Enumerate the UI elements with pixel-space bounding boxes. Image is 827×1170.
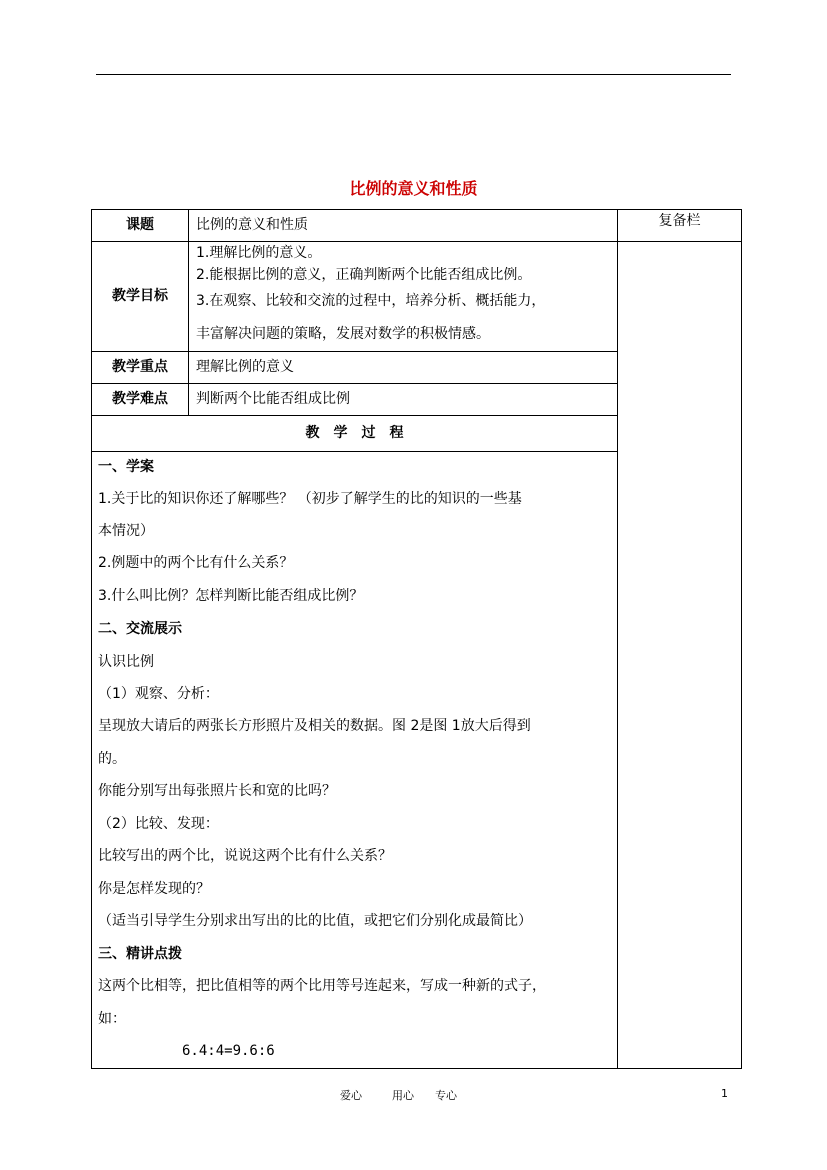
key-label: 教学重点 (112, 359, 168, 375)
footer-word: 用心 (392, 1089, 414, 1102)
table-border-left (91, 209, 92, 1069)
body-line: 3.什么叫比例？怎样判断比能否组成比例？ (98, 588, 364, 604)
goal-line: 2.能根据比例的意义，正确判断两个比能否组成比例。 (196, 267, 532, 283)
body-line: （1）观察、分析： (98, 686, 219, 702)
key-value: 理解比例的意义 (196, 359, 294, 375)
difficulty-label: 教学难点 (112, 391, 168, 407)
table-border-bottom (91, 1068, 742, 1069)
table-border-right (741, 209, 742, 1069)
body-line: 如： (98, 1011, 126, 1027)
body-line: 本情况） (98, 523, 154, 539)
difficulty-value: 判断两个比能否组成比例 (196, 391, 350, 407)
document-title: 比例的意义和性质 (349, 179, 478, 198)
table-line-key (91, 383, 618, 384)
section-heading: 三、精讲点拨 (98, 946, 182, 962)
body-line: 比较写出的两个比，说说这两个比有什么关系？ (98, 848, 392, 864)
body-line: 认识比例 (98, 654, 154, 670)
table-side-divider (617, 209, 618, 1069)
body-line: 这两个比相等，把比值相等的两个比用等号连起来，写成一种新的式子， (98, 978, 546, 994)
header-rule (96, 74, 731, 75)
ratio-equation: 6.4:4=9.6:6 (182, 1043, 275, 1059)
body-line: 的。 (98, 751, 126, 767)
body-line: 2.例题中的两个比有什么关系？ (98, 555, 294, 571)
body-line: 呈现放大请后的两张长方形照片及相关的数据。图 2是图 1放大后得到 (98, 718, 531, 734)
side-header: 复备栏 (658, 213, 701, 229)
table-line-goals (91, 351, 618, 352)
footer-word: 专心 (435, 1089, 457, 1102)
process-header: 教 学 过 程 (305, 425, 404, 441)
footer-word: 爱心 (340, 1089, 362, 1102)
topic-value: 比例的意义和性质 (196, 217, 308, 233)
page-number: 1 (721, 1087, 728, 1100)
table-line-difficulty (91, 415, 618, 416)
table-line-process (91, 451, 618, 452)
body-line: （2）比较、发现： (98, 816, 219, 832)
body-line: 你是怎样发现的？ (98, 881, 210, 897)
goal-line: 3.在观察、比较和交流的过程中，培养分析、概括能力， (196, 293, 546, 309)
body-line: 你能分别写出每张照片长和宽的比吗？ (98, 783, 336, 799)
section-heading: 一、学案 (98, 459, 154, 475)
goal-line: 丰富解决问题的策略，发展对数学的积极情感。 (196, 326, 490, 342)
body-line: （适当引导学生分别求出写出的比的比值，或把它们分别化成最简比） (98, 913, 532, 929)
section-heading: 二、交流展示 (98, 621, 182, 637)
goal-line: 1.理解比例的意义。 (196, 245, 322, 261)
body-line: 1.关于比的知识你还了解哪些？ （初步了解学生的比的知识的一些基 (98, 491, 522, 507)
table-label-divider (188, 209, 189, 415)
goals-label: 教学目标 (112, 288, 168, 304)
topic-label: 课题 (126, 217, 154, 233)
